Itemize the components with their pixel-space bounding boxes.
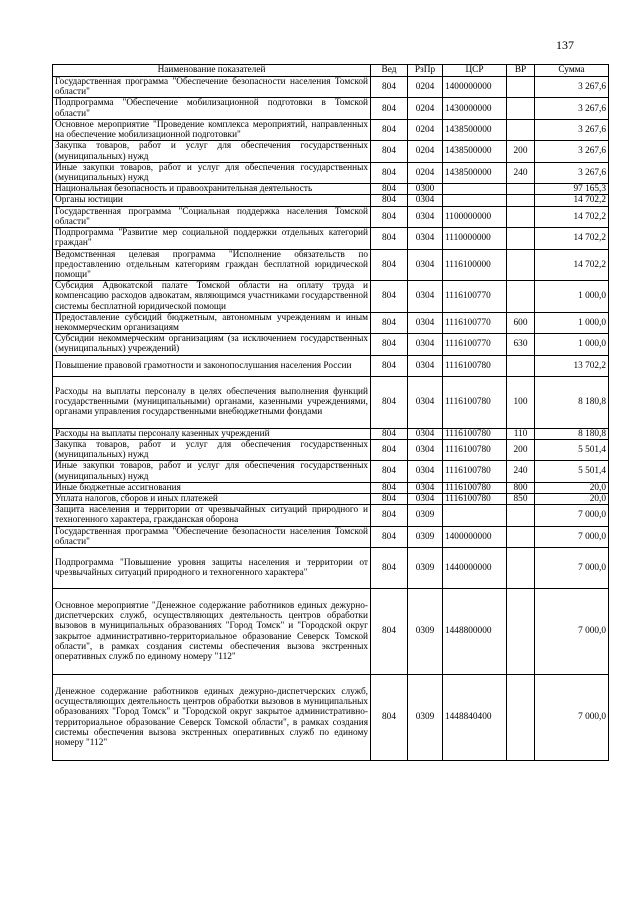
cell-ved: 804 xyxy=(371,526,408,547)
cell-csr: 1116100780 xyxy=(443,376,507,428)
table-row xyxy=(53,195,609,206)
cell-vr xyxy=(507,228,535,249)
table-row xyxy=(53,589,609,675)
table-row xyxy=(53,526,609,547)
cell-sum: 13 702,2 xyxy=(535,355,609,376)
table-row xyxy=(53,77,609,98)
table-row xyxy=(53,228,609,249)
cell-ved: 804 xyxy=(371,355,408,376)
table-row xyxy=(53,439,609,460)
cell-rzpr: 0304 xyxy=(408,195,443,206)
cell-name: Государственная программа "Обеспечение безопасности населения Томской области" xyxy=(53,77,371,98)
cell-name: Денежное содержание работников единых дежурно-диспетчерских служб, осуществляющих деятельность центров обработки вызовов в муниципальных образованиях "Город Томск" и "Городской округ закрытое административно-территориальное образование Северск Томской области", в рамках создания системы обеспечения вызова экстренных оперативных служб по единому номеру "112" xyxy=(53,675,371,761)
table-row xyxy=(53,119,609,140)
cell-csr: 1116100770 xyxy=(443,281,507,313)
cell-csr: 1400000000 xyxy=(443,77,507,98)
cell-vr xyxy=(507,548,535,589)
cell-name: Иные закупки товаров, работ и услуг для обеспечения государственных (муниципальных) нужд xyxy=(53,162,371,183)
cell-csr: 1116100780 xyxy=(443,355,507,376)
cell-rzpr: 0304 xyxy=(408,249,443,281)
cell-sum: 20,0 xyxy=(535,482,609,493)
page-number: 137 xyxy=(556,38,574,52)
header-sum: Сумма xyxy=(535,65,609,77)
cell-name: Иные бюджетные ассигнования xyxy=(53,482,371,493)
table-row xyxy=(53,548,609,589)
cell-sum: 7 000,0 xyxy=(535,675,609,761)
cell-sum: 7 000,0 xyxy=(535,589,609,675)
cell-name: Уплата налогов, сборов и иных платежей xyxy=(53,494,371,505)
cell-csr xyxy=(443,505,507,526)
cell-sum: 8 180,8 xyxy=(535,428,609,439)
cell-rzpr: 0309 xyxy=(408,526,443,547)
cell-ved: 804 xyxy=(371,98,408,119)
cell-name: Государственная программа "Социальная поддержка населения Томской области" xyxy=(53,206,371,227)
header-csr: ЦСР xyxy=(443,65,507,77)
cell-ved: 804 xyxy=(371,141,408,162)
table-row xyxy=(53,428,609,439)
cell-vr xyxy=(507,184,535,195)
cell-name: Иные закупки товаров, работ и услуг для обеспечения государственных (муниципальных) нужд xyxy=(53,461,371,482)
cell-sum: 7 000,0 xyxy=(535,505,609,526)
table-row xyxy=(53,334,609,355)
cell-ved: 804 xyxy=(371,428,408,439)
cell-ved: 804 xyxy=(371,228,408,249)
cell-csr: 1116100770 xyxy=(443,312,507,333)
cell-ved: 804 xyxy=(371,461,408,482)
cell-sum: 5 501,4 xyxy=(535,439,609,460)
table-row xyxy=(53,206,609,227)
cell-ved: 804 xyxy=(371,249,408,281)
cell-rzpr: 0309 xyxy=(408,505,443,526)
cell-rzpr: 0304 xyxy=(408,428,443,439)
cell-rzpr: 0304 xyxy=(408,281,443,313)
cell-sum: 7 000,0 xyxy=(535,526,609,547)
cell-name: Подпрограмма "Обеспечение мобилизационной подготовки в Томской области" xyxy=(53,98,371,119)
cell-ved: 804 xyxy=(371,376,408,428)
cell-name: Субсидия Адвокатской палате Томской области на оплату труда и компенсацию расходов адвокатам, являющимся участниками государственной системы бесплатной юридической помощи xyxy=(53,281,371,313)
cell-ved: 804 xyxy=(371,589,408,675)
cell-vr xyxy=(507,206,535,227)
cell-sum: 14 702,2 xyxy=(535,249,609,281)
cell-sum: 3 267,6 xyxy=(535,141,609,162)
cell-ved: 804 xyxy=(371,206,408,227)
cell-csr: 1400000000 xyxy=(443,526,507,547)
cell-rzpr: 0304 xyxy=(408,482,443,493)
cell-csr: 1116100780 xyxy=(443,428,507,439)
cell-ved: 804 xyxy=(371,494,408,505)
cell-sum: 1 000,0 xyxy=(535,281,609,313)
cell-rzpr: 0204 xyxy=(408,141,443,162)
cell-vr xyxy=(507,98,535,119)
cell-name: Государственная программа "Обеспечение безопасности населения Томской области" xyxy=(53,526,371,547)
cell-ved: 804 xyxy=(371,675,408,761)
cell-vr: 600 xyxy=(507,312,535,333)
cell-sum: 8 180,8 xyxy=(535,376,609,428)
cell-csr: 1116100780 xyxy=(443,461,507,482)
cell-csr: 1430000000 xyxy=(443,98,507,119)
cell-rzpr: 0304 xyxy=(408,376,443,428)
cell-name: Основное мероприятие "Проведение комплекса мероприятий, направленных на обеспечение мобилизационной подготовки" xyxy=(53,119,371,140)
cell-vr: 110 xyxy=(507,428,535,439)
table-row xyxy=(53,376,609,428)
cell-sum: 1 000,0 xyxy=(535,312,609,333)
table-row xyxy=(53,281,609,313)
cell-ved: 804 xyxy=(371,505,408,526)
cell-rzpr: 0304 xyxy=(408,228,443,249)
cell-vr xyxy=(507,526,535,547)
cell-ved: 804 xyxy=(371,119,408,140)
cell-name: Повышение правовой грамотности и законопослушания населения России xyxy=(53,355,371,376)
table-row xyxy=(53,249,609,281)
table-row xyxy=(53,98,609,119)
cell-vr xyxy=(507,589,535,675)
cell-sum: 3 267,6 xyxy=(535,98,609,119)
cell-csr: 1116100780 xyxy=(443,494,507,505)
cell-name: Национальная безопасность и правоохранительная деятельность xyxy=(53,184,371,195)
cell-rzpr: 0304 xyxy=(408,206,443,227)
cell-rzpr: 0204 xyxy=(408,98,443,119)
cell-csr: 1116100780 xyxy=(443,482,507,493)
cell-rzpr: 0204 xyxy=(408,162,443,183)
cell-vr xyxy=(507,119,535,140)
cell-vr: 850 xyxy=(507,494,535,505)
cell-csr: 1438500000 xyxy=(443,162,507,183)
cell-name: Ведомственная целевая программа "Исполнение обязательств по предоставлению отдельным категориям граждан бесплатной юридической помощи" xyxy=(53,249,371,281)
cell-ved: 804 xyxy=(371,162,408,183)
cell-rzpr: 0309 xyxy=(408,675,443,761)
cell-sum: 20,0 xyxy=(535,494,609,505)
cell-rzpr: 0204 xyxy=(408,119,443,140)
cell-csr: 1440000000 xyxy=(443,548,507,589)
header-name: Наименование показателей xyxy=(53,65,371,77)
cell-rzpr: 0304 xyxy=(408,355,443,376)
cell-vr: 800 xyxy=(507,482,535,493)
table-row xyxy=(53,355,609,376)
cell-vr: 630 xyxy=(507,334,535,355)
cell-rzpr: 0304 xyxy=(408,312,443,333)
cell-csr: 1448800000 xyxy=(443,589,507,675)
cell-sum: 3 267,6 xyxy=(535,162,609,183)
cell-ved: 804 xyxy=(371,77,408,98)
table-row xyxy=(53,461,609,482)
cell-vr xyxy=(507,195,535,206)
cell-vr: 100 xyxy=(507,376,535,428)
cell-vr: 200 xyxy=(507,439,535,460)
cell-sum: 5 501,4 xyxy=(535,461,609,482)
cell-name: Субсидии некоммерческим организациям (за исключением государственных (муниципальных) учреждений) xyxy=(53,334,371,355)
budget-table xyxy=(52,64,609,761)
cell-sum: 7 000,0 xyxy=(535,548,609,589)
cell-sum: 3 267,6 xyxy=(535,77,609,98)
table-header-row xyxy=(53,65,609,77)
table-row xyxy=(53,494,609,505)
cell-name: Основное мероприятие "Денежное содержание работников единых дежурно-диспетчерских служб, осуществляющих деятельность центров обработки вызовов в муниципальных образованиях "Город Томск" и "Городской округ закрытое административно-территориальное образование Северск Томской области", в рамках создания системы обеспечения вызова экстренных оперативных служб по единому номеру "112" xyxy=(53,589,371,675)
cell-vr: 200 xyxy=(507,141,535,162)
cell-vr xyxy=(507,675,535,761)
table-row xyxy=(53,675,609,761)
cell-vr xyxy=(507,281,535,313)
cell-rzpr: 0304 xyxy=(408,494,443,505)
cell-sum: 3 267,6 xyxy=(535,119,609,140)
cell-vr xyxy=(507,505,535,526)
table-row xyxy=(53,184,609,195)
table-row xyxy=(53,505,609,526)
cell-vr xyxy=(507,355,535,376)
cell-name: Предоставление субсидий бюджетным, автономным учреждениям и иным некоммерческим организациям xyxy=(53,312,371,333)
cell-name: Подпрограмма "Повышение уровня защиты населения и территории от чрезвычайных ситуаций природного и техногенного характера" xyxy=(53,548,371,589)
table-body xyxy=(53,77,609,761)
cell-sum: 1 000,0 xyxy=(535,334,609,355)
table-row xyxy=(53,162,609,183)
table-row xyxy=(53,482,609,493)
cell-ved: 804 xyxy=(371,312,408,333)
cell-vr xyxy=(507,77,535,98)
cell-name: Защита населения и территории от чрезвычайных ситуаций природного и техногенного характера, гражданская оборона xyxy=(53,505,371,526)
cell-vr: 240 xyxy=(507,162,535,183)
cell-csr: 1100000000 xyxy=(443,206,507,227)
cell-rzpr: 0304 xyxy=(408,334,443,355)
header-ved: Вед xyxy=(371,65,408,77)
cell-name: Расходы на выплаты персоналу казенных учреждений xyxy=(53,428,371,439)
cell-ved: 804 xyxy=(371,548,408,589)
cell-ved: 804 xyxy=(371,195,408,206)
cell-csr: 1116100770 xyxy=(443,334,507,355)
table-row xyxy=(53,141,609,162)
cell-name: Закупка товаров, работ и услуг для обеспечения государственных (муниципальных) нужд xyxy=(53,141,371,162)
cell-csr xyxy=(443,184,507,195)
cell-rzpr: 0304 xyxy=(408,461,443,482)
cell-vr: 240 xyxy=(507,461,535,482)
cell-csr: 1110000000 xyxy=(443,228,507,249)
cell-ved: 804 xyxy=(371,482,408,493)
cell-csr: 1438500000 xyxy=(443,119,507,140)
cell-sum: 14 702,2 xyxy=(535,195,609,206)
cell-ved: 804 xyxy=(371,184,408,195)
cell-sum: 14 702,2 xyxy=(535,228,609,249)
cell-csr: 1116100780 xyxy=(443,439,507,460)
cell-csr: 1438500000 xyxy=(443,141,507,162)
cell-ved: 804 xyxy=(371,334,408,355)
cell-rzpr: 0309 xyxy=(408,589,443,675)
cell-csr: 1116100000 xyxy=(443,249,507,281)
cell-name: Расходы на выплаты персоналу в целях обеспечения выполнения функций государственными (муниципальными) органами, казенными учреждениями, органами управления государственными внебюджетными фондами xyxy=(53,376,371,428)
cell-name: Закупка товаров, работ и услуг для обеспечения государственных (муниципальных) нужд xyxy=(53,439,371,460)
cell-rzpr: 0304 xyxy=(408,439,443,460)
cell-rzpr: 0204 xyxy=(408,77,443,98)
header-vr: ВР xyxy=(507,65,535,77)
cell-csr xyxy=(443,195,507,206)
cell-vr xyxy=(507,249,535,281)
cell-csr: 1448840400 xyxy=(443,675,507,761)
cell-rzpr: 0309 xyxy=(408,548,443,589)
cell-name: Органы юстиции xyxy=(53,195,371,206)
cell-rzpr: 0300 xyxy=(408,184,443,195)
cell-ved: 804 xyxy=(371,281,408,313)
table-row xyxy=(53,312,609,333)
header-rzpr: РзПр xyxy=(408,65,443,77)
cell-ved: 804 xyxy=(371,439,408,460)
cell-sum: 14 702,2 xyxy=(535,206,609,227)
cell-name: Подпрограмма "Развитие мер социальной поддержки отдельных категорий граждан" xyxy=(53,228,371,249)
cell-sum: 97 165,3 xyxy=(535,184,609,195)
